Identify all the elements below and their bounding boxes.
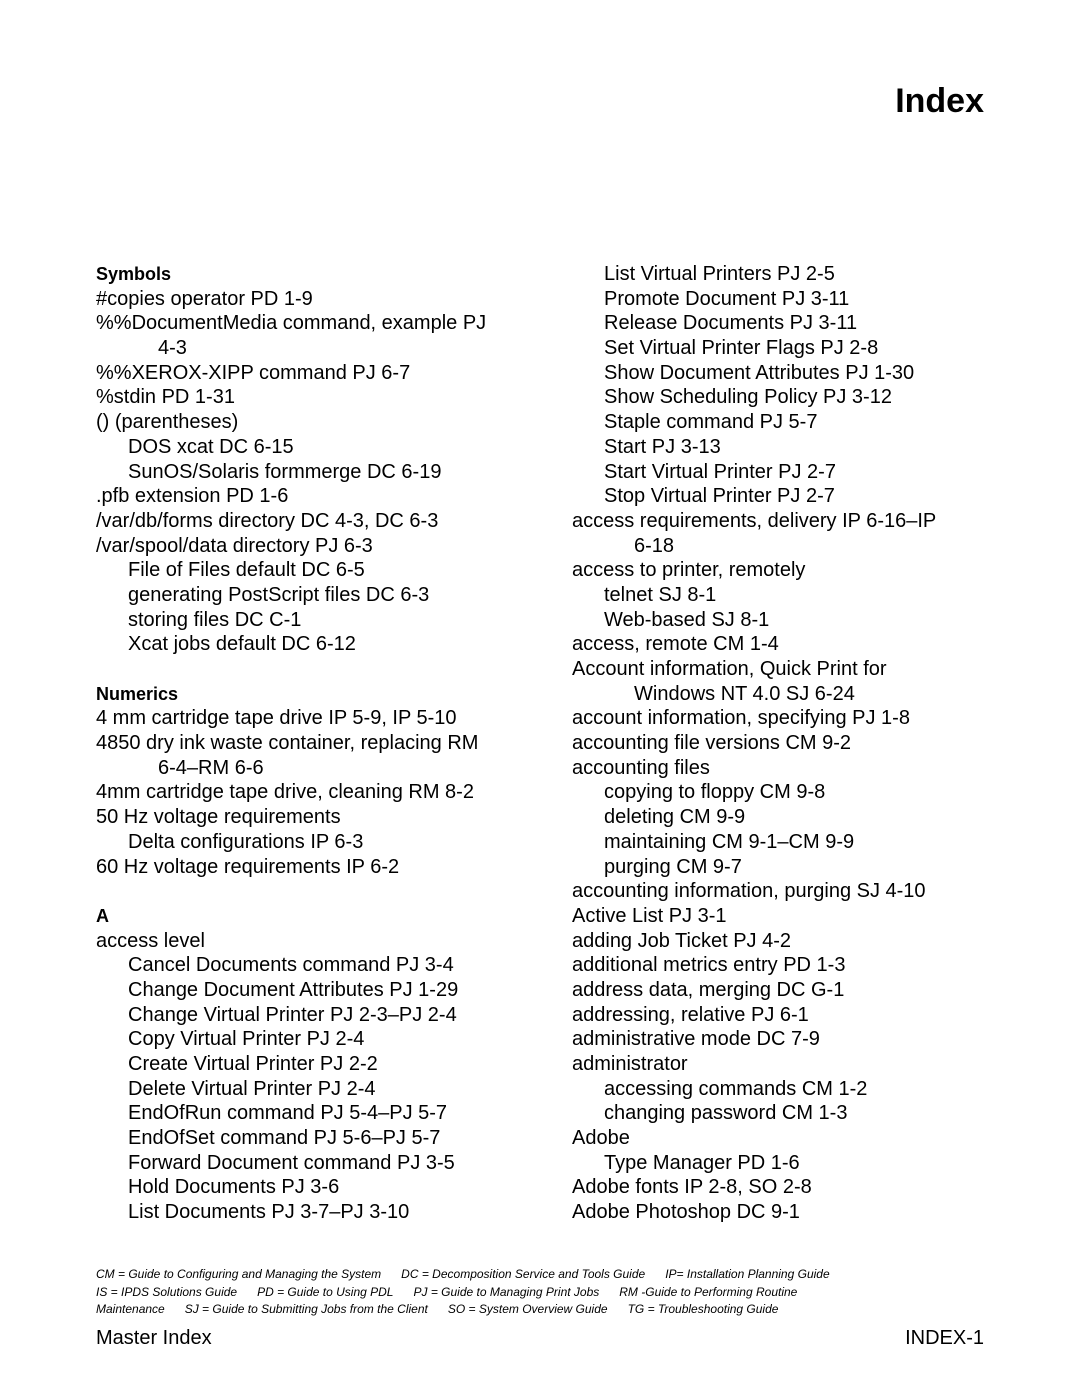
index-subentry: Start PJ 3-13 — [604, 435, 721, 458]
section-spacer — [96, 879, 556, 904]
index-entry: accounting files — [572, 756, 710, 779]
index-subentry: EndOfRun command PJ 5-4–PJ 5-7 — [128, 1102, 448, 1125]
legend-item: RM -Guide to Performing Routine — [619, 1284, 798, 1299]
legend-item: IP= Installation Planning Guide — [665, 1267, 830, 1281]
section-heading: Symbols — [96, 264, 172, 284]
index-subentry: Release Documents PJ 3-11 — [604, 312, 858, 335]
index-subentry: EndOfSet command PJ 5-6–PJ 5-7 — [128, 1127, 441, 1150]
index-entry: /var/db/forms directory DC 4-3, DC 6-3 — [96, 509, 439, 532]
index-column-right — [572, 262, 1002, 1225]
legend-item: IS = IPDS Solutions Guide — [96, 1284, 238, 1299]
index-subentry: accessing commands CM 1-2 — [604, 1077, 868, 1100]
index-entry: 4mm cartridge tape drive, cleaning RM 8-2 — [96, 781, 474, 804]
index-entry: addressing, relative PJ 6-1 — [572, 1003, 809, 1026]
legend-item: PJ = Guide to Managing Print Jobs — [413, 1284, 600, 1299]
index-subentry: deleting CM 9-9 — [604, 806, 746, 829]
index-subentry: telnet SJ 8-1 — [604, 583, 717, 606]
index-entry: accounting file versions CM 9-2 — [572, 732, 852, 755]
index-subentry: List Virtual Printers PJ 2-5 — [604, 263, 835, 285]
page-title: Index — [895, 82, 984, 120]
index-subentry: Type Manager PD 1-6 — [604, 1151, 800, 1174]
index-subentry: Forward Document command PJ 3-5 — [128, 1151, 455, 1174]
legend-item: SJ = Guide to Submitting Jobs from the Client — [184, 1302, 428, 1316]
index-subentry: Web-based SJ 8-1 — [604, 608, 770, 631]
index-subentry: Copy Virtual Printer PJ 2-4 — [128, 1028, 365, 1051]
index-entry-continuation: 6-4–RM 6-6 — [158, 756, 264, 779]
index-subentry: Stop Virtual Printer PJ 2-7 — [604, 485, 835, 508]
index-subentry: DOS xcat DC 6-15 — [128, 435, 294, 458]
index-subentry: Promote Document PJ 3-11 — [604, 287, 850, 310]
index-entry-continuation: Windows NT 4.0 SJ 6-24 — [634, 682, 855, 705]
index-subentry: List Documents PJ 3-7–PJ 3-10 — [128, 1201, 410, 1224]
index-entry: address data, merging DC G-1 — [572, 978, 845, 1001]
index-subentry: maintaining CM 9-1–CM 9-9 — [604, 830, 855, 853]
index-subentry: Hold Documents PJ 3-6 — [128, 1176, 340, 1199]
index-subentry: Create Virtual Printer PJ 2-2 — [128, 1053, 378, 1075]
section-heading: A — [96, 905, 109, 926]
index-entry: access, remote CM 1-4 — [572, 633, 779, 656]
index-subentry: Start Virtual Printer PJ 2-7 — [604, 460, 836, 483]
index-subentry: Change Virtual Printer PJ 2-3–PJ 2-4 — [128, 1003, 457, 1026]
section-heading: Numerics — [96, 683, 179, 704]
index-entry: access to printer, remotely — [572, 559, 806, 582]
legend-item: CM = Guide to Configuring and Managing the System — [96, 1267, 382, 1281]
index-entry: %stdin PD 1-31 — [96, 386, 235, 409]
index-entry: .pfb extension PD 1-6 — [96, 485, 289, 508]
index-subentry: Xcat jobs default DC 6-12 — [128, 633, 356, 656]
index-entry-continuation: 4-3 — [158, 337, 187, 360]
index-subentry: Set Virtual Printer Flags PJ 2-8 — [604, 337, 879, 360]
legend-line — [96, 1266, 996, 1284]
page-footer — [96, 1327, 984, 1350]
index-subentry: storing files DC C-1 — [128, 608, 302, 631]
index-subentry: Staple command PJ 5-7 — [604, 411, 818, 434]
legend-line — [96, 1284, 996, 1302]
index-subentry: Show Document Attributes PJ 1-30 — [604, 361, 915, 384]
index-entry: 4850 dry ink waste container, replacing RM — [96, 732, 479, 755]
legend-item: PD = Guide to Using PDL — [257, 1284, 394, 1299]
index-subentry: changing password CM 1-3 — [604, 1102, 848, 1125]
abbreviation-legend — [96, 1266, 996, 1319]
index-entry: %%XEROX-XIPP command PJ 6-7 — [96, 361, 411, 384]
index-subentry: Delta configurations IP 6-3 — [128, 830, 364, 853]
footer-page-number: INDEX-1 — [905, 1327, 984, 1349]
index-entry: administrator — [572, 1053, 688, 1075]
index-entry-continuation: 6-18 — [634, 534, 675, 557]
index-entry: account information, specifying PJ 1-8 — [572, 707, 910, 730]
index-entry: adding Job Ticket PJ 4-2 — [572, 929, 792, 952]
index-subentry: SunOS/Solaris formmerge DC 6-19 — [128, 460, 442, 483]
index-entry: administrative mode DC 7-9 — [572, 1028, 820, 1051]
index-entry: Adobe Photoshop DC 9-1 — [572, 1201, 800, 1224]
index-entry: access level — [96, 929, 205, 952]
index-entry: additional metrics entry PD 1-3 — [572, 954, 846, 977]
index-entry: Account information, Quick Print for — [572, 658, 887, 680]
index-column-left — [96, 262, 556, 1225]
index-entry: Adobe — [572, 1127, 630, 1150]
index-entry: () (parentheses) — [96, 411, 239, 434]
section-spacer — [96, 657, 556, 682]
index-subentry: Cancel Documents command PJ 3-4 — [128, 954, 454, 977]
index-subentry: generating PostScript files DC 6-3 — [128, 583, 430, 606]
index-entry: Active List PJ 3-1 — [572, 904, 727, 927]
index-entry: access requirements, delivery IP 6-16–IP — [572, 509, 937, 532]
index-entry: 4 mm cartridge tape drive IP 5-9, IP 5-10 — [96, 707, 457, 730]
index-entry: %%DocumentMedia command, example PJ — [96, 312, 487, 335]
index-subentry: purging CM 9-7 — [604, 855, 742, 878]
index-subentry: Delete Virtual Printer PJ 2-4 — [128, 1077, 376, 1100]
index-subentry: Change Document Attributes PJ 1-29 — [128, 978, 459, 1001]
legend-item: TG = Troubleshooting Guide — [627, 1302, 779, 1316]
index-entry: 60 Hz voltage requirements IP 6-2 — [96, 855, 400, 878]
index-entry: accounting information, purging SJ 4-10 — [572, 880, 926, 903]
legend-item: DC = Decomposition Service and Tools Guide — [401, 1267, 646, 1281]
legend-line — [96, 1301, 996, 1319]
footer-section-name: Master Index — [96, 1327, 212, 1349]
index-subentry: File of Files default DC 6-5 — [128, 559, 365, 582]
index-entry: #copies operator PD 1-9 — [96, 287, 313, 310]
index-subentry: copying to floppy CM 9-8 — [604, 781, 826, 804]
index-entry: 50 Hz voltage requirements — [96, 806, 341, 829]
index-entry: /var/spool/data directory PJ 6-3 — [96, 534, 373, 557]
legend-item: SO = System Overview Guide — [447, 1302, 608, 1316]
index-subentry: Show Scheduling Policy PJ 3-12 — [604, 386, 892, 409]
legend-item: Maintenance — [96, 1302, 165, 1316]
index-entry: Adobe fonts IP 2-8, SO 2-8 — [572, 1176, 812, 1199]
